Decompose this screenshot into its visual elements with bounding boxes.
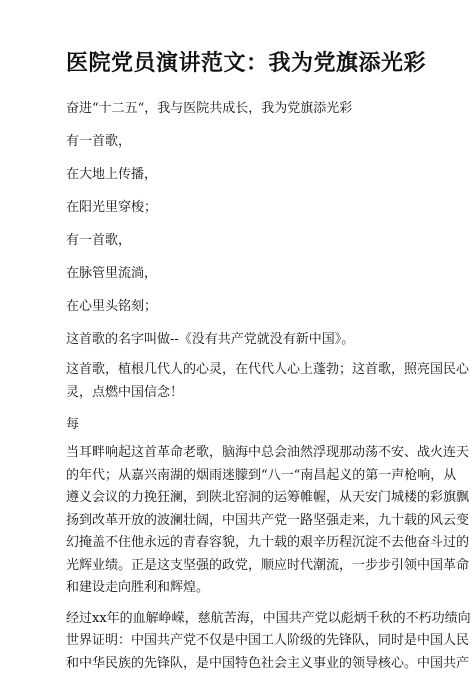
paragraph-line: 当耳畔响起这首革命老歌，脑海中总会油然浮现那动荡不安、战火连天: [66, 442, 408, 465]
paragraph-line: 扬到改革开放的波澜壮阔，中国共产党一路坚强走来，九十载的风云变: [66, 510, 408, 533]
poem-line: 有一首歌，: [66, 234, 408, 248]
paragraph-line: 的年代；从嘉兴南湖的烟雨迷朦到“八一“南昌起义的第一声枪响，从: [66, 465, 408, 488]
paragraph-line: 光辉业绩。正是这支坚强的政党，顺应时代潮流，一步步引领中国革命: [66, 555, 408, 578]
paragraph-line: 世界证明：中国共产党不仅是中国工人阶级的先锋队，同时是中国人民: [66, 630, 408, 653]
fragment-line: 每: [66, 418, 408, 432]
poem-line: 在脉管里流淌，: [66, 267, 408, 281]
paragraph-line: 和中华民族的先锋队，是中国特色社会主义事业的领导核心。中国共产: [66, 653, 408, 675]
paragraph-1: [66, 359, 408, 404]
paragraph-2: [66, 442, 408, 600]
document-body: [66, 102, 408, 675]
poem-line: 有一首歌，: [66, 135, 408, 149]
poem-line: 在大地上传播，: [66, 168, 408, 182]
paragraph-line: 经过xx年的血解峥嵘，慈航苦海，中国共产党以彪炳千秋的不朽功绩向: [66, 608, 408, 631]
paragraph-line: 这首歌，植根几代人的心灵，在代代人心上蓬勃；这首歌，照亮国民心: [66, 359, 408, 382]
subtitle-line: 奋进“十二五“，我与医院共成长，我为党旗添光彩: [66, 102, 408, 116]
paragraph-line: 幻掩盖不住他永远的青春容貌，九十载的艰辛历程沉淀不去他奋斗过的: [66, 532, 408, 555]
poem-line: 在心里头铭刻；: [66, 300, 408, 314]
poem-block: [66, 135, 408, 314]
paragraph-line: 和建设走向胜利和辉煌。: [66, 577, 408, 600]
document-title: 医院党员演讲范文：我为党旗添光彩: [66, 0, 408, 78]
poem-line: 在阳光里穿梭；: [66, 201, 408, 215]
paragraph-3: [66, 608, 408, 675]
song-name-line: 这首歌的名字叫做--《没有共产党就没有新中国》。: [66, 333, 408, 347]
paragraph-line: 灵，点燃中国信念！: [66, 382, 408, 405]
paragraph-line: 遵义会议的力挽狂澜，到陕北窑洞的运筹帷幄，从天安门城楼的彩旗飘: [66, 487, 408, 510]
